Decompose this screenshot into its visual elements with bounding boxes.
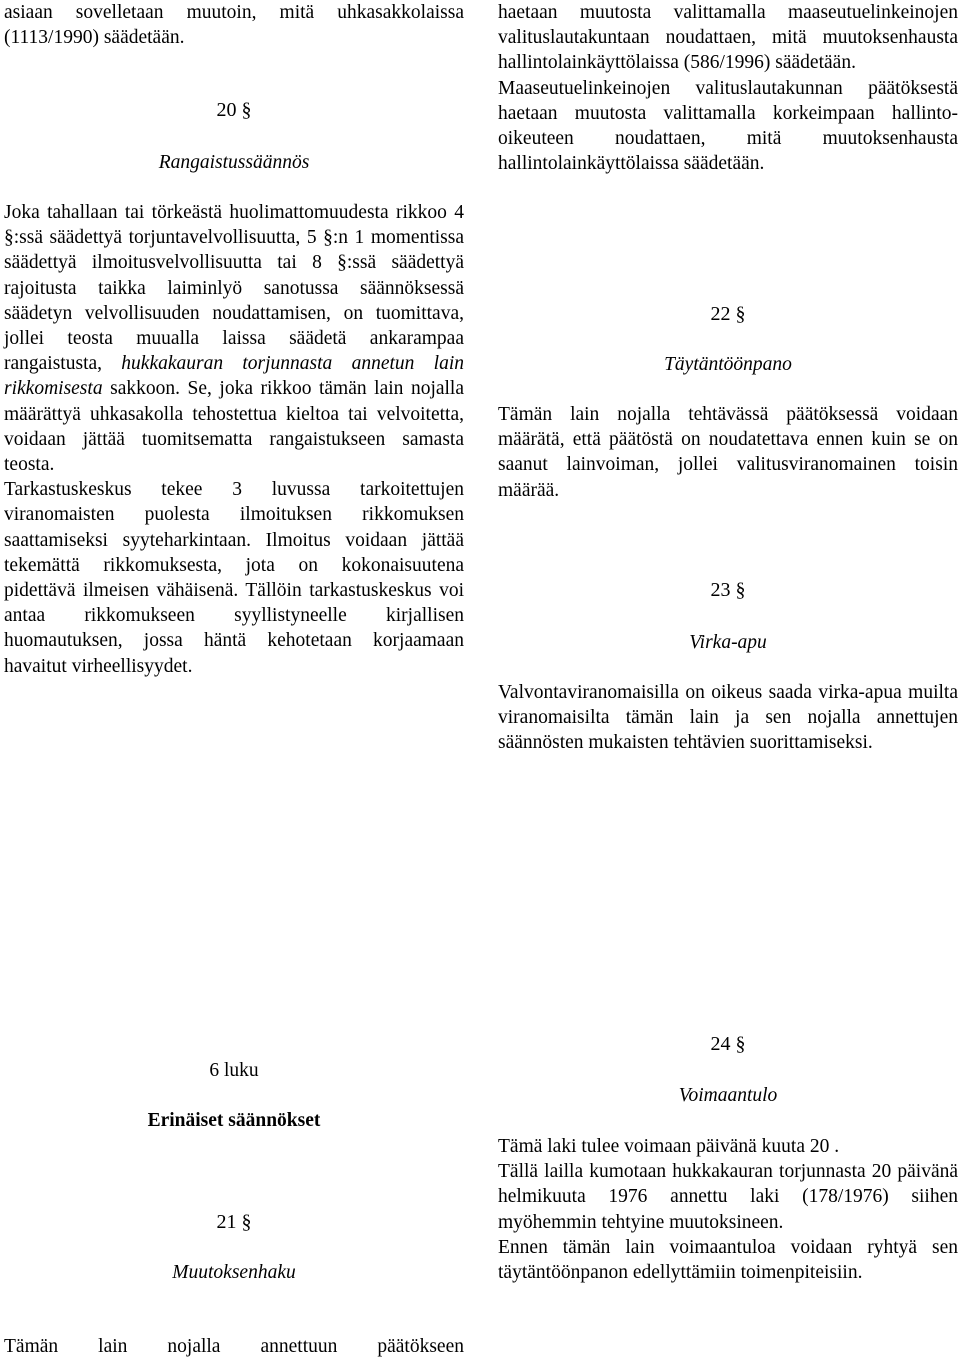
section-24-paragraph-3: Ennen tämän lain voimaantuloa voidaan ryhtyä sen täytäntöönpanon edellyttämiin toimenpiteisiin. — [498, 1236, 958, 1284]
chapter-number: 6 luku — [209, 1060, 259, 1081]
chapter-title: Erinäiset säännökset — [147, 1110, 321, 1131]
section-24-number: 24 § — [710, 1033, 746, 1055]
appeal-paragraph-2: Maaseutuelinkeinojen valituslautakunnan päätöksestä haetaan muutosta valittamalla korkeimpaan hallinto-oikeuteen noudattaen, mitä muutoksenhausta hallintolainkäyttölaissa säädetään. — [498, 77, 958, 175]
section-23-paragraph: Valvontaviranomaisilla on oikeus saada virka-apua muilta viranomaisilta tämän lain ja sen nojalla annettujen säännösten mukaisten tehtävien suorittamiseksi. — [498, 682, 958, 754]
section-23-number: 23 § — [710, 579, 746, 601]
section-24-paragraph-2: Tällä lailla kumotaan hukkakauran torjunnasta 20 päivänä helmikuuta 1976 annettu laki (178/1976) siihen myöhemmin tehtyine muutoksineen. — [498, 1161, 958, 1233]
section-21-title: Muutoksenhaku — [172, 1262, 296, 1283]
appeal-paragraph-1: haetaan muutosta valittamalla maaseutuelinkeinojen valituslautakuntaan noudattaen, mitä muutoksenhausta hallintolainkäyttölaissa (586/1996) säädetään. — [498, 2, 958, 74]
section-20-text-b: sakkoon. Se, joka rikkoo tämän lain nojalla määrättyä uhkasakolla tehostettua kieltoa tai velvoitetta, voidaan jättää tuomitsematta rangaistukseen samasta teosta. — [4, 378, 465, 476]
section-24-title: Voimaantulo — [678, 1085, 778, 1106]
section-20-title: Rangaistussäännös — [158, 152, 310, 173]
section-20-text-italic: hukkakauran torjunnasta annetun lain rikkomisesta — [4, 353, 464, 400]
section-22-title: Täytäntöönpano — [664, 354, 792, 375]
continued-paragraph: asiaan sovelletaan muutoin, mitä uhkasakkolaissa (1113/1990) säädetään. — [4, 2, 464, 49]
section-24-paragraph-1: Tämä laki tulee voimaan päivänä kuuta 20 . — [498, 1136, 840, 1157]
section-20-number: 20 § — [216, 99, 252, 121]
section-22-paragraph: Tämän lain nojalla tehtävässä päätöksessä voidaan määrätä, että päätöstä on noudatettava ennen kuin se on saanut lainvoiman, jollei valitusviranomainen toisin määrää. — [498, 404, 958, 501]
section-20-paragraph-2: Tarkastuskeskus tekee 3 luvussa tarkoitettujen viranomaisten puolesta ilmoituksen rikkomuksen saattamiseksi syyteharkintaan. Ilmoitus voidaan jättää tekemättä rikkomuksesta, jota on kokonaisuutena pidettävä ilmeisen vähäisenä. Tällöin tarkastuskeskus voi antaa rikkomukseen syyllistyneelle kirjallisen huomautuksen, jossa häntä kehotetaan korjaamaan havaitut virheellisyydet. — [4, 479, 464, 677]
section-23-title: Virka-apu — [689, 632, 767, 653]
section-21-paragraph: Tämän lain nojalla annettuun päätökseen — [4, 1336, 464, 1357]
section-22-number: 22 § — [710, 303, 746, 325]
section-20-paragraph-1 — [4, 200, 464, 477]
section-20-text-a: Joka tahallaan tai törkeästä huolimattomuudesta rikkoo 4 §:ssä säädettyä torjuntavelvollisuutta, 5 §:n 1 momentissa säädettyä ilmoitusvelvollisuutta tai 8 §:ssä säädettyä rajoitusta taikka laiminlyö sanotussa säännöksessä säädetyn velvollisuuden noudattamisen, on tuomittava, jollei teosta muualla laissa säädetä ankarampaa rangaistusta, — [4, 202, 464, 375]
section-21-number: 21 § — [216, 1211, 252, 1233]
